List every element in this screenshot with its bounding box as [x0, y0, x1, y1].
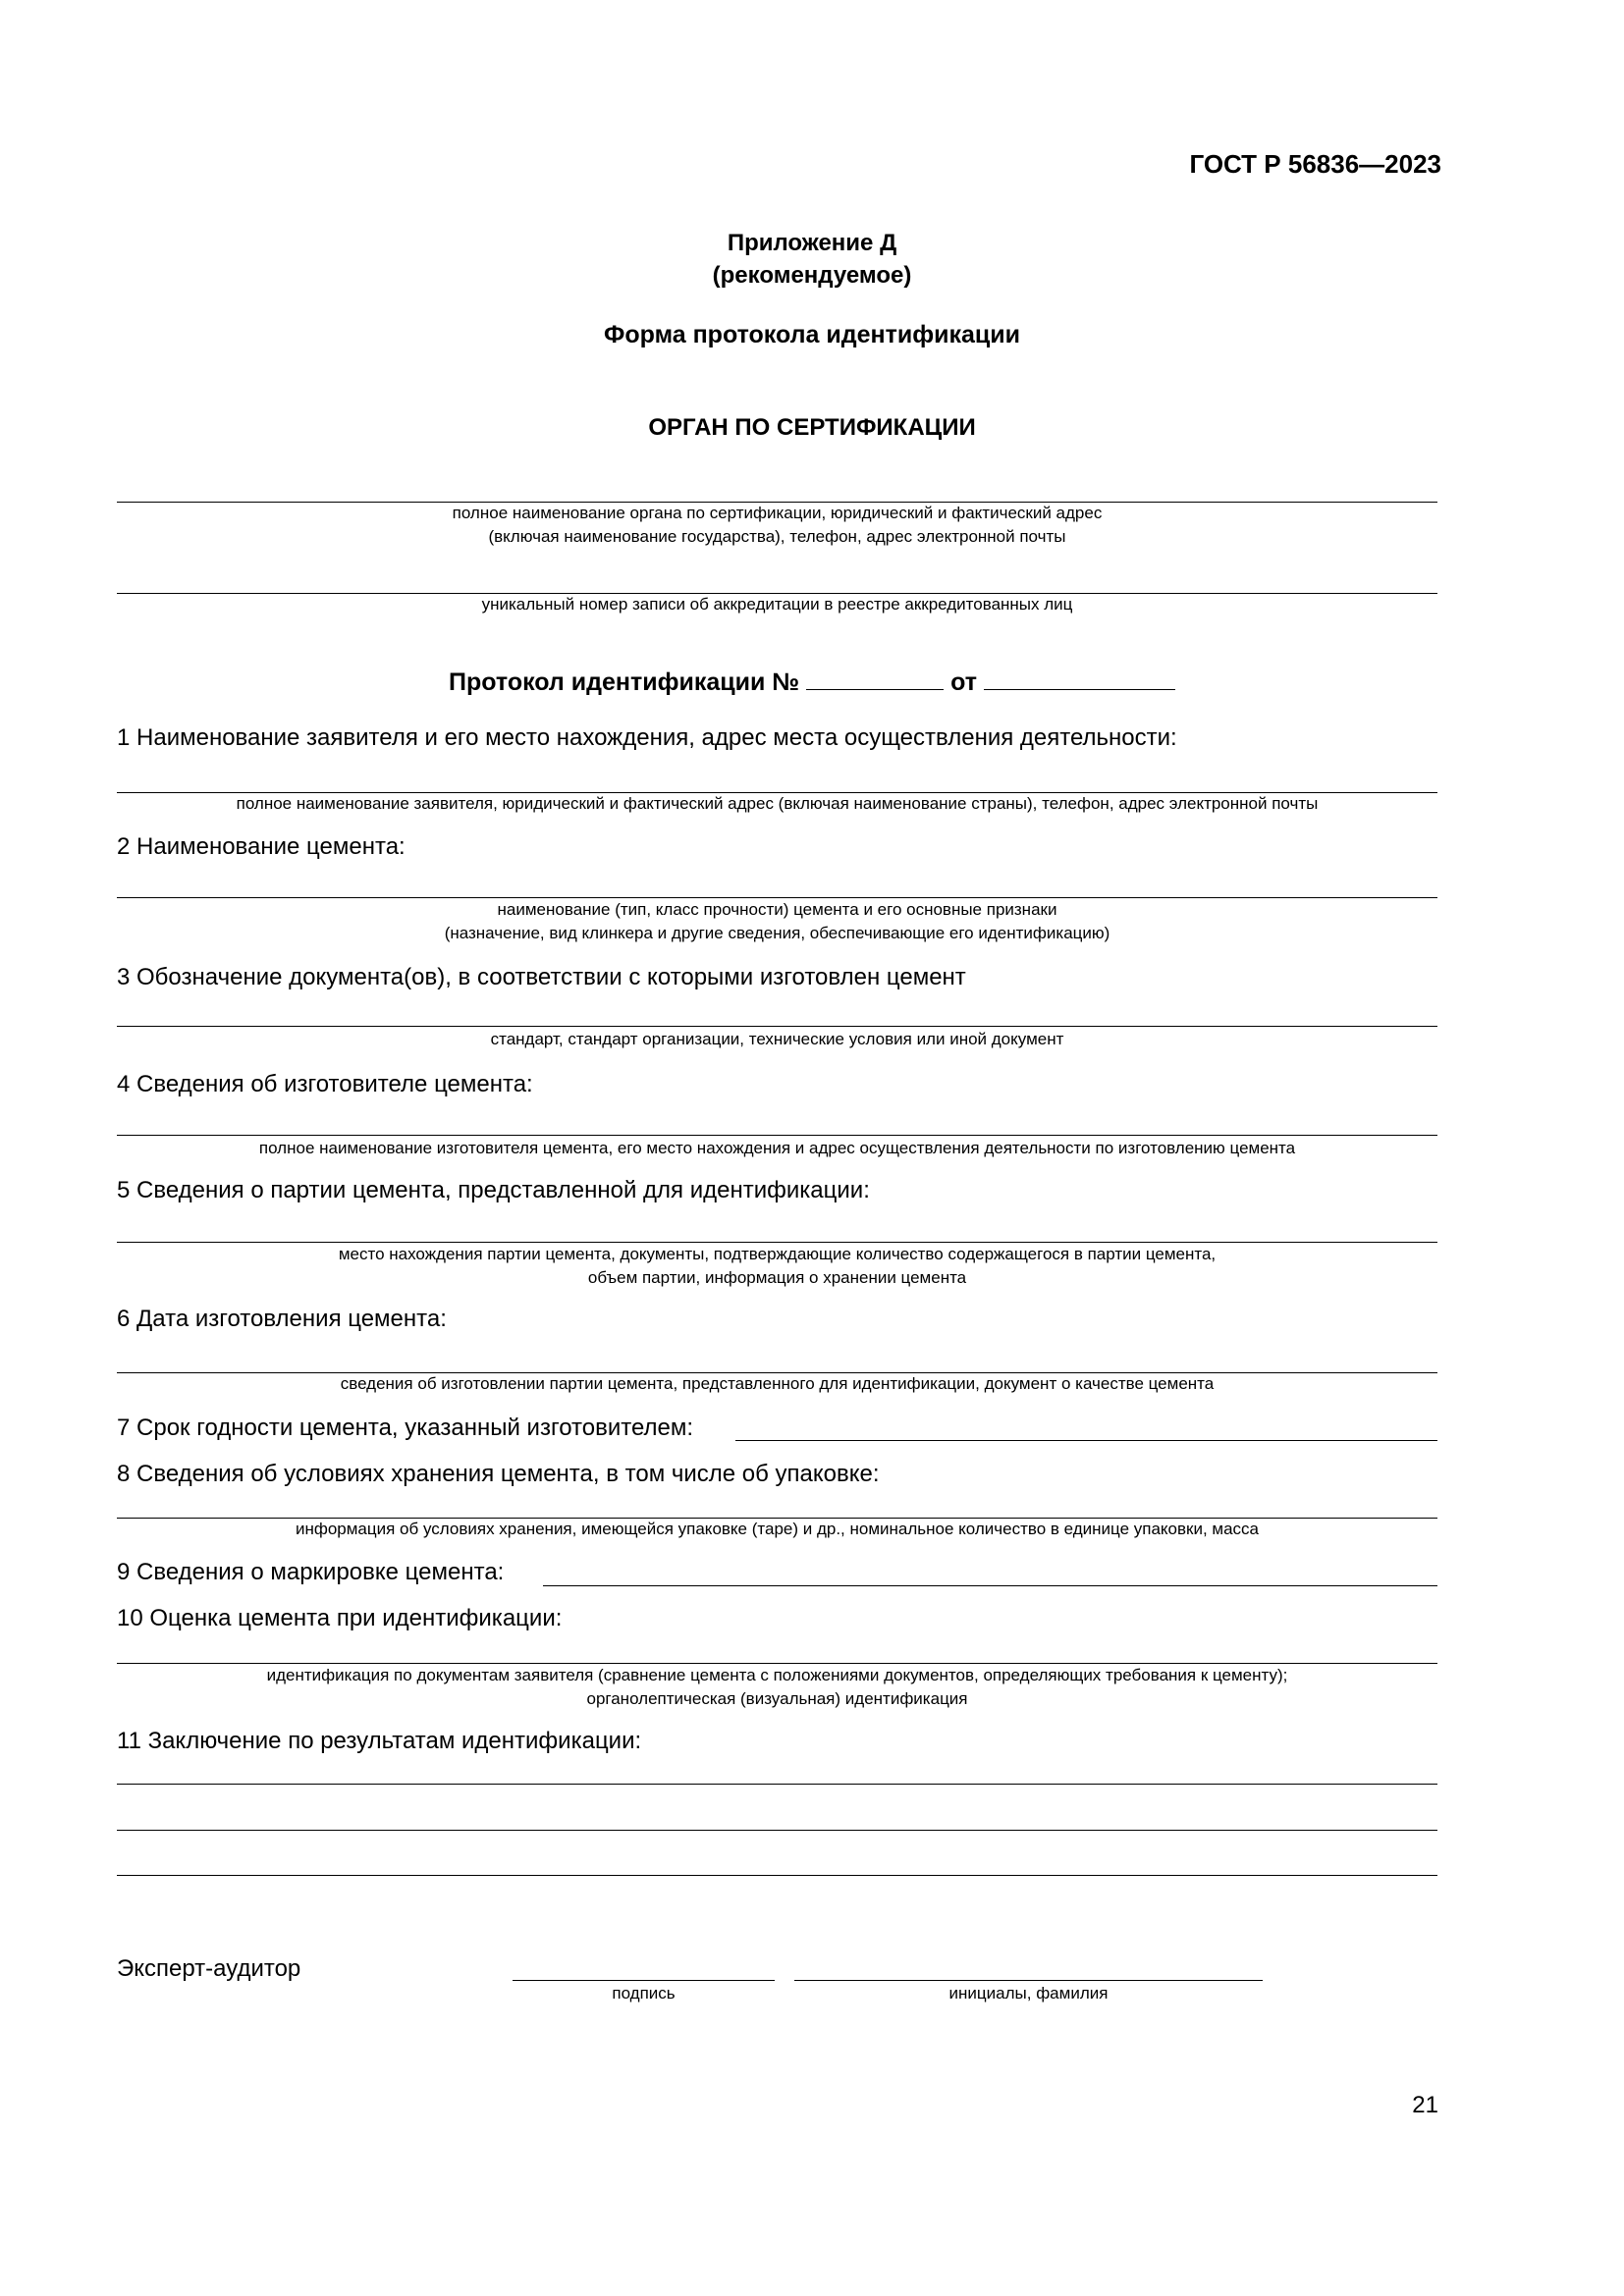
item-11-field-line-2[interactable]	[117, 1830, 1437, 1831]
item-5-label: 5 Сведения о партии цемента, представленной для идентификации:	[117, 1177, 870, 1203]
auditor-name-hint: инициалы, фамилия	[948, 1984, 1109, 2002]
item-1-label: 1 Наименование заявителя и его место нахождения, адрес места осуществления деятельности:	[117, 724, 1177, 751]
item-3-hint: стандарт, стандарт организации, технические условия или иной документ	[490, 1030, 1064, 1048]
protocol-number-field[interactable]	[806, 667, 944, 690]
auditor-name-field[interactable]	[794, 1980, 1263, 1981]
item-6-label: 6 Дата изготовления цемента:	[117, 1306, 447, 1332]
page-number: 21	[1412, 2092, 1438, 2118]
item-8-hint: информация об условиях хранения, имеющейся упаковке (таре) и др., номинальное количество в единице упаковки, масса	[295, 1520, 1260, 1538]
item-9-label: 9 Сведения о маркировке цемента:	[117, 1559, 505, 1585]
item-7-label: 7 Срок годности цемента, указанный изготовителем:	[117, 1415, 694, 1441]
signature-hint: подпись	[612, 1984, 676, 2002]
item-4-label: 4 Сведения об изготовителе цемента:	[117, 1071, 533, 1097]
item-10-label: 10 Оценка цемента при идентификации:	[117, 1605, 563, 1631]
signature-field[interactable]	[513, 1980, 775, 1981]
item-5-hint: место нахождения партии цемента, документы, подтверждающие количество содержащегося в партии цемента, объем партии, информация о хранении цемента	[338, 1245, 1217, 1287]
item-9-field[interactable]	[543, 1585, 1437, 1586]
item-11-label: 11 Заключение по результатам идентификации:	[117, 1728, 642, 1754]
item-2-label: 2 Наименование цемента:	[117, 833, 406, 860]
document-code: ГОСТ Р 56836—2023	[1189, 149, 1441, 179]
item-3-label: 3 Обозначение документа(ов), в соответствии с которыми изготовлен цемент	[117, 964, 966, 990]
protocol-date-field[interactable]	[984, 667, 1175, 690]
accreditation-hint: уникальный номер записи об аккредитации в реестре аккредитованных лиц	[481, 595, 1073, 614]
item-2-hint: наименование (тип, класс прочности) цемента и его основные признаки (назначение, вид клинкера и другие сведения, обеспечивающие его идентификацию)	[444, 900, 1110, 942]
org-name-hint: полное наименование органа по сертификации, юридический и фактический адрес (включая наименование государства), телефон, адрес электронной почты	[452, 504, 1103, 546]
item-11-field-line-1[interactable]	[117, 1784, 1437, 1785]
org-title: ОРГАН ПО СЕРТИФИКАЦИИ	[648, 414, 976, 441]
form-title: Форма протокола идентификации	[604, 321, 1020, 348]
annex-heading	[0, 227, 1624, 292]
auditor-role-label: Эксперт-аудитор	[117, 1955, 301, 1982]
annex-status: (рекомендуемое)	[712, 262, 912, 289]
item-6-hint: сведения об изготовлении партии цемента, представленного для идентификации, документ о качестве цемента	[340, 1374, 1215, 1393]
item-1-hint: полное наименование заявителя, юридический и фактический адрес (включая наименование страны), телефон, адрес электронной почты	[236, 794, 1319, 813]
item-3-field[interactable]	[117, 1026, 1437, 1027]
item-8-label: 8 Сведения об условиях хранения цемента, в том числе об упаковке:	[117, 1461, 880, 1487]
protocol-heading	[0, 667, 1624, 697]
annex-title: Приложение Д	[727, 230, 897, 256]
item-11-field-line-3[interactable]	[117, 1875, 1437, 1876]
item-4-hint: полное наименование изготовителя цемента, его место нахождения и адрес осуществления деятельности по изготовлению цемента	[258, 1139, 1296, 1157]
item-7-field[interactable]	[735, 1440, 1437, 1441]
item-4-field[interactable]	[117, 1135, 1437, 1136]
protocol-date-label: от	[950, 668, 978, 696]
protocol-label: Протокол идентификации №	[449, 668, 800, 696]
item-10-hint: идентификация по документам заявителя (сравнение цемента с положениями документов, определяющих требования к цементу); органолептическая (визуальная) идентификация	[266, 1666, 1288, 1708]
